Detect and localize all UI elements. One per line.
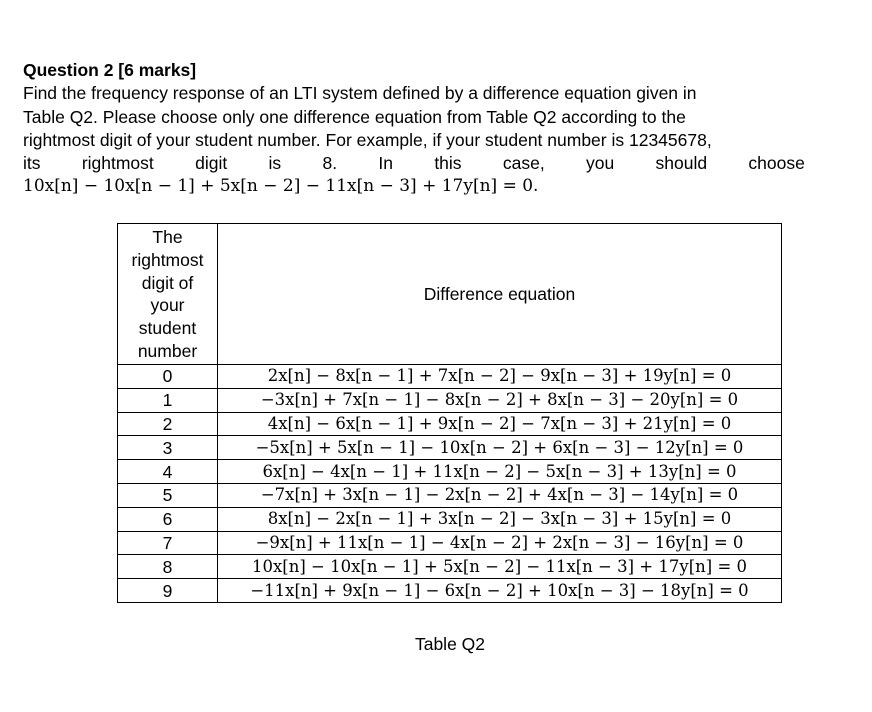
equation-cell: −5x[n] + 5x[n − 1] − 10x[n − 2] + 6x[n − 3] − 12y[n] = 0	[218, 436, 782, 460]
word: In	[378, 153, 393, 174]
header-digit-line: student	[138, 318, 197, 339]
word: is	[268, 153, 282, 174]
word: its	[23, 153, 41, 174]
digit-cell: 9	[118, 579, 218, 603]
header-digit-line: your	[150, 295, 185, 316]
question-title: Question 2 [6 marks]	[23, 60, 197, 80]
word: choose	[748, 153, 805, 174]
digit-cell: 4	[118, 460, 218, 484]
digit-cell: 2	[118, 412, 218, 436]
table-caption: Table Q2	[414, 634, 486, 654]
header-digit-cell	[118, 224, 218, 365]
digit-cell: 7	[118, 531, 218, 555]
header-digit-line: digit of	[141, 272, 194, 293]
question-text-line-2: Table Q2. Please choose only one difference equation from Table Q2 according to the	[23, 106, 686, 127]
equation-cell: 2x[n] − 8x[n − 1] + 7x[n − 2] − 9x[n − 3] + 19y[n] = 0	[218, 365, 782, 389]
digit-cell: 6	[118, 507, 218, 531]
question-text-line-1: Find the frequency response of an LTI system defined by a difference equation given in	[23, 83, 697, 104]
digit-cell: 0	[118, 365, 218, 389]
table-row	[118, 531, 782, 555]
word: digit	[195, 153, 228, 174]
word: case,	[502, 153, 545, 174]
table-row	[118, 579, 782, 603]
equation-cell: 8x[n] − 2x[n − 1] + 3x[n − 2] − 3x[n − 3] + 15y[n] = 0	[218, 507, 782, 531]
equation-cell: −7x[n] + 3x[n − 1] − 2x[n − 2] + 4x[n − 3] − 14y[n] = 0	[218, 483, 782, 507]
table-row	[118, 483, 782, 507]
difference-equation-table	[117, 223, 782, 603]
example-equation: 10x[n] − 10x[n − 1] + 5x[n − 2] − 11x[n − 3] + 17y[n] = 0.	[23, 176, 539, 197]
table-row	[118, 555, 782, 579]
header-equation-cell: Difference equation	[218, 224, 782, 365]
table-row	[118, 412, 782, 436]
equation-cell: −11x[n] + 9x[n − 1] − 6x[n − 2] + 10x[n − 3] − 18y[n] = 0	[218, 579, 782, 603]
word: should	[655, 153, 708, 174]
word: this	[434, 153, 462, 174]
digit-cell: 8	[118, 555, 218, 579]
word: rightmost	[81, 153, 154, 174]
word: you	[586, 153, 615, 174]
equation-cell: 4x[n] − 6x[n − 1] + 9x[n − 2] − 7x[n − 3] + 21y[n] = 0	[218, 412, 782, 436]
table-row	[118, 460, 782, 484]
equation-cell: 10x[n] − 10x[n − 1] + 5x[n − 2] − 11x[n − 3] + 17y[n] = 0	[218, 555, 782, 579]
table-row	[118, 365, 782, 389]
word: 8.	[322, 153, 338, 174]
digit-cell: 3	[118, 436, 218, 460]
digit-cell: 1	[118, 388, 218, 412]
header-digit-line: number	[137, 340, 198, 361]
question-text-line-3: rightmost digit of your student number. For example, if your student number is 12345678,	[23, 129, 712, 150]
equation-cell: −3x[n] + 7x[n − 1] − 8x[n − 2] + 8x[n − 3] − 20y[n] = 0	[218, 388, 782, 412]
question-block	[23, 59, 805, 199]
table-header-row	[118, 224, 782, 365]
equation-cell: −9x[n] + 11x[n − 1] − 4x[n − 2] + 2x[n − 3] − 16y[n] = 0	[218, 531, 782, 555]
table-row	[118, 388, 782, 412]
table-row	[118, 436, 782, 460]
header-digit-line: The	[152, 227, 183, 247]
digit-cell: 5	[118, 483, 218, 507]
equation-cell: 6x[n] − 4x[n − 1] + 11x[n − 2] − 5x[n − 3] + 13y[n] = 0	[218, 460, 782, 484]
question-text-line-4	[23, 152, 805, 175]
table-row	[118, 507, 782, 531]
header-digit-line: rightmost	[131, 249, 204, 270]
